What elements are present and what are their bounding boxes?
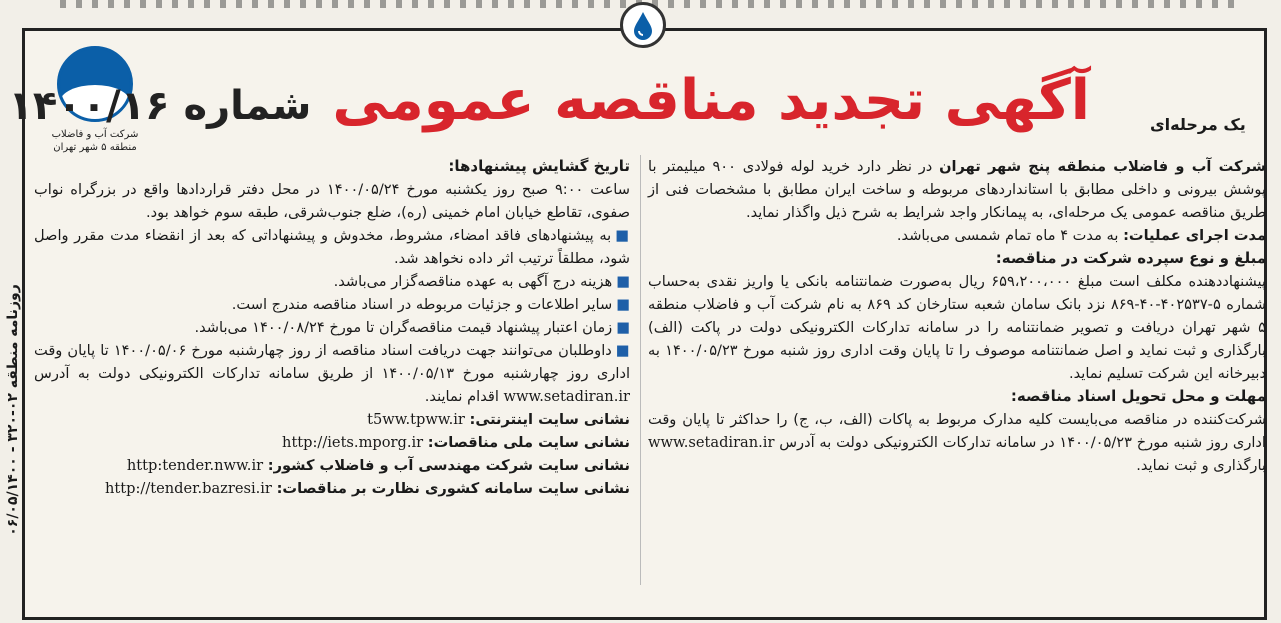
delivery-text: شرکت‌کننده در مناقصه می‌بایست کلیه مدارک مربوط به پاکات (الف، ب، ج) را حداکثر تا پایان وقت اداری روز شنبه مورخ ۱۴۰۰/۰۵/۲۳ در سامانه تدارکات الکترونیکی دولت به آدرس [648, 411, 1266, 451]
intro-company: شرکت آب و فاضلاب منطقه پنج شهر تهران [939, 158, 1266, 175]
title-main: آگهی تجدید مناقصه عمومی [332, 68, 1090, 133]
bullet-item [34, 270, 630, 293]
bullet-item [34, 224, 630, 270]
bullet-item [34, 316, 630, 339]
left-column [34, 155, 630, 500]
duration-text: به مدت ۴ ماه تمام شمسی می‌باشد. [896, 227, 1124, 244]
duration-paragraph [648, 224, 1266, 247]
opening-text: ساعت ۹:۰۰ صبح روز یکشنبه مورخ ۱۴۰۰/۰۵/۲۴ در محل دفتر قراردادها واقع در بزرگراه نواب صفوی، تقاطع خیابان امام خمینی (ره)، ضلع جنوب‌شرقی، طبقه سوم خواهد بود. [34, 181, 630, 221]
deposit-text: پیشنهاددهنده مکلف است مبلغ ۶۵۹،۲۰۰،۰۰۰ ریال به‌صورت ضمانتنامه بانکی یا واریز نقدی به‌حساب شماره ۵-۴۰۲۵۳۷-۴۰-۸۶۹ نزد بانک سامان شعبه ستارخان کد ۸۶۹ به نام شرکت آب و فاضلاب منطقه ۵ شهر تهران دریافت و تصویر ضمانتنامه را در سامانه تدارکات الکترونیکی دولت در پاکت (الف) بارگذاری و ثبت نماید و اصل ضمانتنامه موصوف را تا پایان وقت اداری روز شنبه مورخ ۱۴۰۰/۰۵/۲۳ به دبیرخانه این شرکت تسلیم نماید. [648, 273, 1267, 382]
water-drop-icon [620, 2, 666, 48]
nww-tender-link[interactable]: http:tender.nww.ir [126, 457, 264, 474]
bullet-icon: ■ [616, 273, 630, 290]
national-tenders-link[interactable]: http://iets.mporg.ir [282, 434, 424, 451]
delivery-heading: مهلت و محل تحویل اسناد مناقصه: [1010, 387, 1266, 405]
right-column [648, 155, 1266, 477]
link-row [34, 477, 630, 500]
bazresi-tender-link[interactable]: http://tender.bazresi.ir [105, 480, 272, 497]
intro-text: در نظر دارد خرید لوله فولادی ۹۰۰ میلیمتر با پوشش بیرونی و داخلی مطابق با استانداردهای مربوطه و ساخت ایران مطابق با مشخصات فنی از طریق مناقصه عمومی یک مرحله‌ای، به پیمانکار واجد شرایط به شرح ذیل واگذار نماید. [648, 158, 1266, 221]
bullet-end: اقدام نمایند. [424, 388, 504, 405]
link-label: نشانی سایت ملی مناقصات: [427, 434, 630, 451]
link-row [34, 431, 630, 454]
logo-caption: شرکت آب و فاضلاب منطقه ۵ شهر تهران [51, 129, 139, 153]
deposit-heading: مبلغ و نوع سپرده شرکت در مناقصه: [995, 249, 1266, 267]
link-label: نشانی سایت سامانه کشوری نظارت بر مناقصات: [276, 480, 630, 497]
link-label: نشانی سایت شرکت مهندسی آب و فاضلاب کشور: [267, 457, 630, 474]
delivery-end: بارگذاری و ثبت نماید. [1136, 457, 1266, 474]
bullet-text: زمان اعتبار پیشنهاد قیمت مناقصه‌گران تا مورخ ۱۴۰۰/۰۸/۲۴ می‌باشد. [194, 319, 613, 336]
bullet-text: سایر اطلاعات و جزئیات مربوطه در اسناد مناقصه مندرج است. [231, 296, 613, 313]
delivery-paragraph [648, 408, 1266, 477]
link-row [34, 408, 630, 431]
bullet-text: داوطلبان می‌توانند جهت دریافت اسناد مناقصه از روز چهارشنبه مورخ ۱۴۰۰/۰۵/۰۶ تا پایان وقت اداری روز چهارشنبه مورخ ۱۴۰۰/۰۵/۱۳ از طریق سامانه تدارکات الکترونیکی دولت به آدرس [34, 342, 630, 382]
bullet-icon: ■ [615, 342, 630, 359]
link-row [34, 454, 630, 477]
bullet-text: به پیشنهادهای فاقد امضاء، مشروط، مخدوش و پیشنهاداتی که بعد از انقضاء مدت مقرر واصل شود، مطلقاً ترتیب اثر داده نخواهد شد. [34, 227, 630, 267]
delivery-site-link[interactable]: www.setadiran.ir [648, 434, 775, 451]
column-divider [640, 155, 641, 585]
bullet-icon: ■ [616, 319, 630, 336]
opening-heading: تاریخ گشایش پیشنهادها: [448, 157, 630, 175]
bullet-icon: ■ [616, 296, 630, 313]
bullet-item [34, 339, 630, 408]
stage-badge: یک مرحله‌ای [1150, 115, 1246, 134]
bullet-text: هزینه درج آگهی به عهده مناقصه‌گزار می‌باشد. [333, 273, 613, 290]
duration-label: مدت اجرای عملیات: [1123, 227, 1266, 244]
bullet-item [34, 293, 630, 316]
intro-paragraph [648, 155, 1266, 224]
link-label: نشانی سایت اینترنتی: [469, 411, 630, 428]
bullet-icon: ■ [615, 227, 631, 244]
website-link[interactable]: t5ww.tpww.ir [367, 411, 465, 428]
setadiran-link[interactable]: www.setadiran.ir [503, 388, 630, 405]
newspaper-side-caption: روزنامه منطقه ۰۲-۳۲۰ - ۰۶/۰۵/۱۴۰۰ [5, 284, 21, 536]
title-number: شماره ۱۴۰۰/۱۶ [8, 83, 312, 129]
